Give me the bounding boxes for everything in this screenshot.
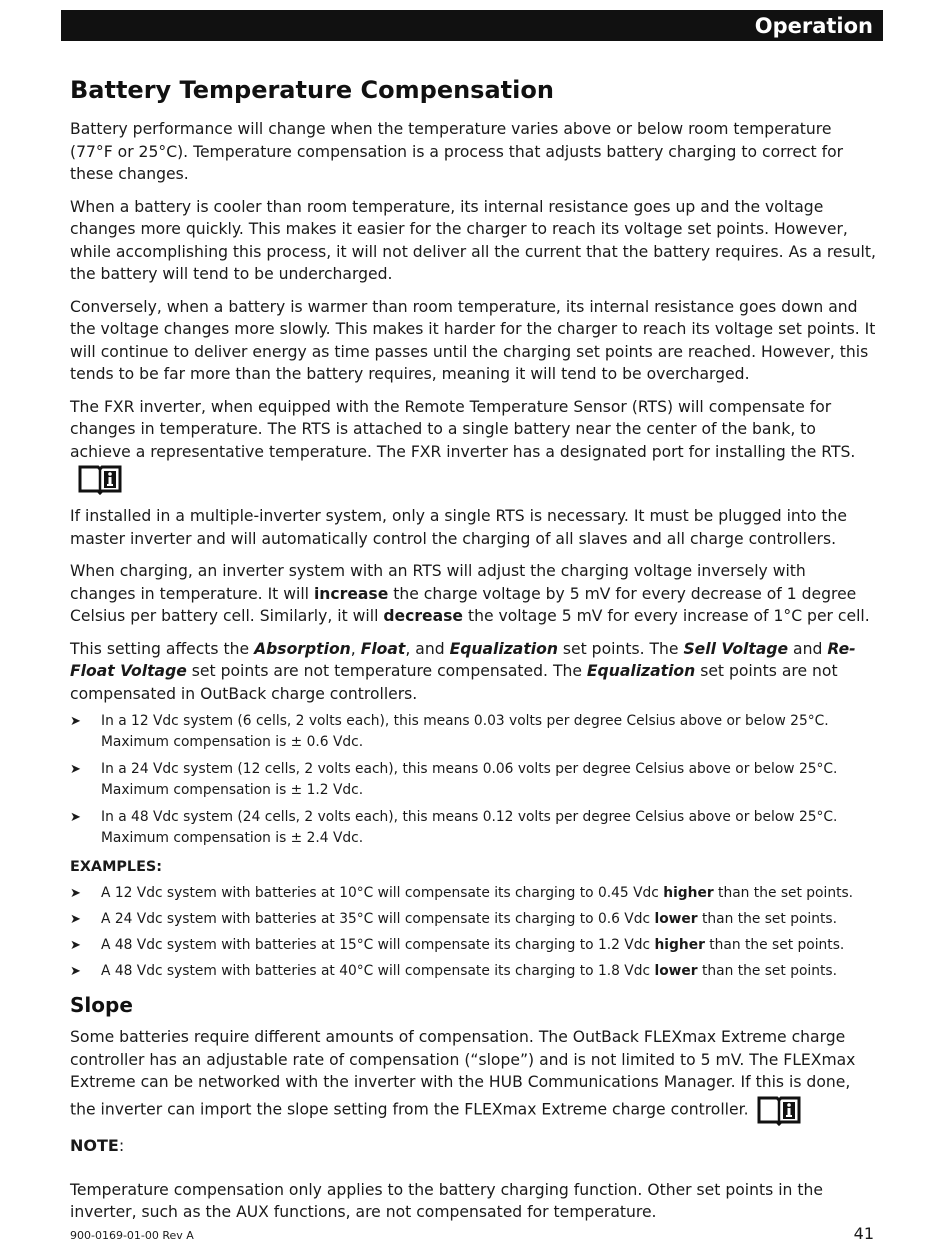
- bold-word: higher: [654, 937, 705, 953]
- list-item: [70, 807, 876, 849]
- slope-title: Slope: [70, 993, 133, 1017]
- text-run: set points are not temperature compensated. The: [186, 662, 587, 680]
- term-refloat-voltage: Re-Float Voltage: [70, 639, 856, 680]
- bold-word: higher: [663, 885, 714, 901]
- paragraph-slope: [70, 1026, 876, 1126]
- term-sell-voltage: Sell Voltage: [683, 639, 789, 658]
- list-item: [70, 759, 876, 801]
- examples-title: EXAMPLES:: [70, 859, 163, 875]
- text-run: A 24 Vdc system with batteries at 35°C will compensate its charging to 0.6 Vdc: [101, 911, 655, 927]
- note-label-text: NOTE: [70, 1135, 119, 1155]
- term-absorption: Absorption: [254, 639, 351, 658]
- text-run: A 12 Vdc system with batteries at 10°C will compensate its charging to 0.45 Vdc: [101, 885, 664, 901]
- list-item: [70, 935, 876, 956]
- text-run: the voltage 5 mV for every increase of 1°C per cell.: [463, 607, 870, 625]
- footer-page-number: 41: [853, 1224, 874, 1243]
- text-run: set points are not compensated in OutBack charge controllers.: [70, 662, 838, 703]
- arrowhead-bullet-icon: ➤: [70, 714, 81, 729]
- header-title: Operation: [754, 14, 873, 38]
- note-colon: :: [118, 1135, 125, 1155]
- paragraph-note: Temperature compensation only applies to the battery charging function. Other set points in the inverter, such as the AUX functions, are not compensated for temperature.: [70, 1180, 823, 1221]
- text-run: A 48 Vdc system with batteries at 40°C will compensate its charging to 1.8 Vdc: [101, 963, 655, 979]
- term-equalization: Equalization: [586, 662, 696, 680]
- page-content: [70, 72, 876, 1234]
- paragraph-slope-text: Some batteries require different amounts of compensation. The OutBack FLEXmax Extreme charge controller has an adjustable rate of compensation (“slope”) and is not limited to 5 mV. The FLEXmax Extreme can be networked with the inverter with the HUB Communications Manager. If this is done, the inverter can import the slope setting from the FLEXmax Extreme charge controller.: [70, 1028, 856, 1118]
- list-item: [70, 961, 876, 982]
- list-item-text: In a 24 Vdc system (12 cells, 2 volts each), this means 0.06 volts per degree Celsius above or below 25°C. Maximum compensation is ± 1.2 Vdc.: [101, 761, 838, 798]
- arrowhead-bullet-icon: ➤: [70, 810, 81, 825]
- text-run: than the set points.: [704, 937, 845, 953]
- text-run: A 48 Vdc system with batteries at 15°C will compensate its charging to 1.2 Vdc: [101, 937, 655, 953]
- text-run: than the set points.: [713, 885, 854, 901]
- text-run: and: [788, 639, 828, 658]
- text-run: , and: [405, 639, 450, 658]
- text-run: set points. The: [557, 639, 684, 658]
- note-label: [70, 1136, 876, 1155]
- paragraph-setpoints: [70, 638, 876, 706]
- text-run: When charging, an inverter system with an RTS will adjust the charging voltage inversely with changes in temperature. It will: [70, 562, 806, 603]
- paragraph-intro: Battery performance will change when the temperature varies above or below room temperature (77°F or 25°C). Temperature compensation is a process that adjusts battery charging to correct for these changes.: [70, 120, 844, 183]
- examples-list: [70, 883, 876, 982]
- arrowhead-bullet-icon: ➤: [70, 912, 81, 927]
- list-item: [70, 883, 876, 904]
- list-item: [70, 711, 876, 753]
- footer-doc-number: 900-0169-01-00 Rev A: [70, 1229, 194, 1242]
- arrowhead-bullet-icon: ➤: [70, 762, 81, 777]
- header-bar: [61, 10, 883, 41]
- paragraph-rts: [70, 396, 876, 496]
- bold-word: lower: [654, 911, 698, 927]
- bold-word: lower: [654, 963, 698, 979]
- term-equalization: Equalization: [449, 639, 558, 658]
- arrowhead-bullet-icon: ➤: [70, 886, 81, 901]
- list-item-text: In a 48 Vdc system (24 cells, 2 volts each), this means 0.12 volts per degree Celsius above or below 25°C. Maximum compensation is ± 2.4 Vdc.: [101, 809, 838, 846]
- paragraph-warmer: Conversely, when a battery is warmer than room temperature, its internal resistance goes down and the voltage changes more slowly. This makes it harder for the charger to reach its voltage set points. It will continue to deliver energy as time passes until the charging set points are reached. However, this tends to be far more than the battery requires, meaning it will tend to be overcharged.: [70, 297, 876, 383]
- book-info-icon: [78, 463, 122, 495]
- list-item-text: In a 12 Vdc system (6 cells, 2 volts each), this means 0.03 volts per degree Celsius above or below 25°C. Maximum compensation is ± 0.6 Vdc.: [101, 713, 829, 750]
- paragraph-multi-inverter: If installed in a multiple-inverter system, only a single RTS is necessary. It must be plugged into the master inverter and will automatically control the charging of all slaves and all charge controllers.: [70, 507, 847, 548]
- list-item: [70, 909, 876, 930]
- text-run: the charge voltage by 5 mV for every decrease of 1 degree Celsius per battery cell. Similarly, it will: [70, 584, 857, 625]
- text-run: ,: [350, 639, 361, 658]
- arrowhead-bullet-icon: ➤: [70, 964, 81, 979]
- term-float: Float: [360, 639, 406, 658]
- bold-decrease: decrease: [383, 607, 463, 625]
- text-run: This setting affects the: [70, 639, 255, 658]
- bold-increase: increase: [313, 584, 389, 603]
- book-info-icon: [757, 1094, 801, 1126]
- text-run: than the set points.: [697, 963, 837, 979]
- paragraph-charging: [70, 560, 876, 628]
- text-run: than the set points.: [697, 911, 837, 927]
- arrowhead-bullet-icon: ➤: [70, 938, 81, 953]
- paragraph-cooler: When a battery is cooler than room temperature, its internal resistance goes up and the voltage changes more quickly. This makes it easier for the charger to reach its voltage set points. However, while accomplishing this process, it will not deliver all the current that the battery requires. As a result, the battery will tend to be undercharged.: [70, 197, 876, 283]
- paragraph-rts-text: The FXR inverter, when equipped with the Remote Temperature Sensor (RTS) will compensate for changes in temperature. The RTS is attached to a single battery near the center of the bank, to achieve a representative temperature. The FXR inverter has a designated port for installing the RTS.: [70, 397, 856, 461]
- section-title: Battery Temperature Compensation: [70, 76, 554, 104]
- compensation-bullet-list: [70, 711, 876, 849]
